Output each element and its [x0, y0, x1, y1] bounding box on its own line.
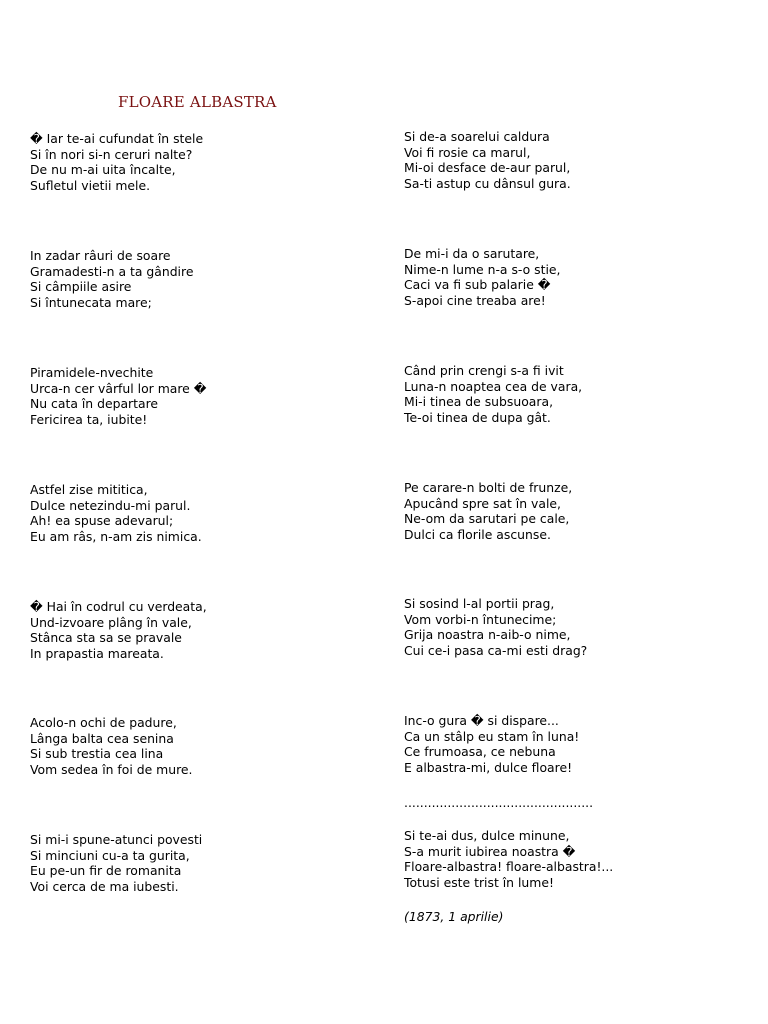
- stanza-left-3: [30, 365, 206, 427]
- poem-line: Und-izvoare plâng în vale,: [30, 614, 192, 630]
- poem-line: Grija noastra n-aib-o nime,: [404, 627, 571, 643]
- stanza-right-6: [404, 713, 579, 775]
- poem-line: Totusi este trist în lume!: [404, 874, 554, 890]
- poem-line: Vom sedea în foi de mure.: [30, 761, 193, 777]
- poem-line: E albastra-mi, dulce floare!: [404, 759, 573, 775]
- poem-line: � Hai în codrul cu verdeata,: [30, 599, 207, 614]
- poem-line: Urca-n cer vârful lor mare �: [30, 380, 207, 396]
- poem-line: Pe carare-n bolti de frunze,: [404, 480, 573, 495]
- poem-line: Te-oi tinea de dupa gât.: [404, 409, 551, 425]
- poem-line: Eu am râs, n-am zis nimica.: [30, 528, 202, 544]
- poem-line: Fericirea ta, iubite!: [30, 411, 148, 427]
- poem-line: Ah! ea spuse adevarul;: [30, 513, 174, 529]
- poem-line: Apucând spre sat în vale,: [404, 495, 561, 511]
- poem-line: In prapastia mareata.: [30, 645, 164, 661]
- poem-line: Si sub trestia cea lina: [30, 746, 164, 762]
- poem-line: Ne-om da sarutari pe cale,: [404, 511, 570, 527]
- poem-line: Mi-oi desface de-aur parul,: [404, 160, 571, 176]
- poem-line: Eu pe-un fir de romanita: [30, 863, 182, 879]
- stanza-left-4: [30, 482, 202, 544]
- poem-line: Voi cerca de ma iubesti.: [30, 878, 179, 894]
- poem-line: Stânca sta sa se pravale: [30, 630, 182, 646]
- separator-dots: ................................................: [404, 795, 594, 810]
- poem-line: Astfel zise mititica,: [30, 482, 148, 497]
- poem-line: Si întunecata mare;: [30, 294, 152, 310]
- poem-line: Nime-n lume n-a s-o stie,: [404, 261, 561, 277]
- poem-line: Si câmpiile asire: [30, 279, 132, 295]
- poem-line: � Iar te-ai cufundat în stele: [30, 131, 204, 146]
- poem-line: Si sosind l-al portii prag,: [404, 596, 555, 611]
- poem-line: Si în nori si-n ceruri nalte?: [30, 146, 193, 162]
- poem-line: Voi fi rosie ca marul,: [404, 144, 531, 160]
- poem-date: (1873, 1 aprilie): [404, 909, 504, 924]
- poem-line: Nu cata în departare: [30, 396, 159, 412]
- poem-line: Lânga balta cea senina: [30, 730, 174, 746]
- poem-line: Dulci ca florile ascunse.: [404, 526, 551, 542]
- stanza-left-2: [30, 248, 193, 310]
- stanza-right-4: [404, 480, 572, 542]
- poem-line: Acolo-n ochi de padure,: [30, 715, 177, 730]
- poem-line: Mi-i tinea de subsuoara,: [404, 394, 554, 410]
- stanza-left-5: [30, 599, 207, 661]
- poem-line: De mi-i da o sarutare,: [404, 246, 540, 261]
- poem-line: Si te-ai dus, dulce minune,: [404, 828, 570, 843]
- stanza-right-5: [404, 596, 587, 658]
- stanza-right-7: [404, 828, 613, 890]
- stanza-left-6: [30, 715, 193, 777]
- poem-line: Si de-a soarelui caldura: [404, 129, 550, 144]
- poem-line: Sufletul vietii mele.: [30, 177, 151, 193]
- poem-line: Piramidele-nvechite: [30, 365, 154, 380]
- poem-line: Vom vorbi-n întunecime;: [404, 611, 557, 627]
- poem-line: Caci va fi sub palarie �: [404, 277, 551, 293]
- poem-line: Ce frumoasa, ce nebuna: [404, 744, 556, 760]
- poem-line: Cui ce-i pasa ca-mi esti drag?: [404, 642, 588, 658]
- poem-line: Sa-ti astup cu dânsul gura.: [404, 175, 571, 191]
- poem-line: Ca un stâlp eu stam în luna!: [404, 728, 580, 744]
- poem-line: Dulce netezindu-mi parul.: [30, 497, 191, 513]
- stanza-right-3: [404, 363, 582, 425]
- poem-line: Inc-o gura � si dispare...: [404, 713, 559, 728]
- stanza-left-1: [30, 131, 203, 193]
- stanza-right-2: [404, 246, 560, 308]
- poem-line: Si minciuni cu-a ta gurita,: [30, 847, 190, 863]
- poem-line: Luna-n noaptea cea de vara,: [404, 378, 583, 394]
- stanza-right-1: [404, 129, 571, 191]
- poem-line: S-a murit iubirea noastra �: [404, 843, 576, 859]
- poem-line: Floare-albastra! floare-albastra!...: [404, 859, 614, 875]
- poem-line: De nu m-ai uita încalte,: [30, 162, 176, 178]
- poem-line: S-apoi cine treaba are!: [404, 292, 546, 308]
- poem-line: Gramadesti-n a ta gândire: [30, 263, 194, 279]
- poem-title: FLOARE ALBASTRA: [118, 93, 277, 111]
- stanza-left-7: [30, 832, 202, 894]
- poem-line: Când prin crengi s-a fi ivit: [404, 363, 564, 378]
- poem-line: In zadar râuri de soare: [30, 248, 171, 263]
- poem-line: Si mi-i spune-atunci povesti: [30, 832, 203, 847]
